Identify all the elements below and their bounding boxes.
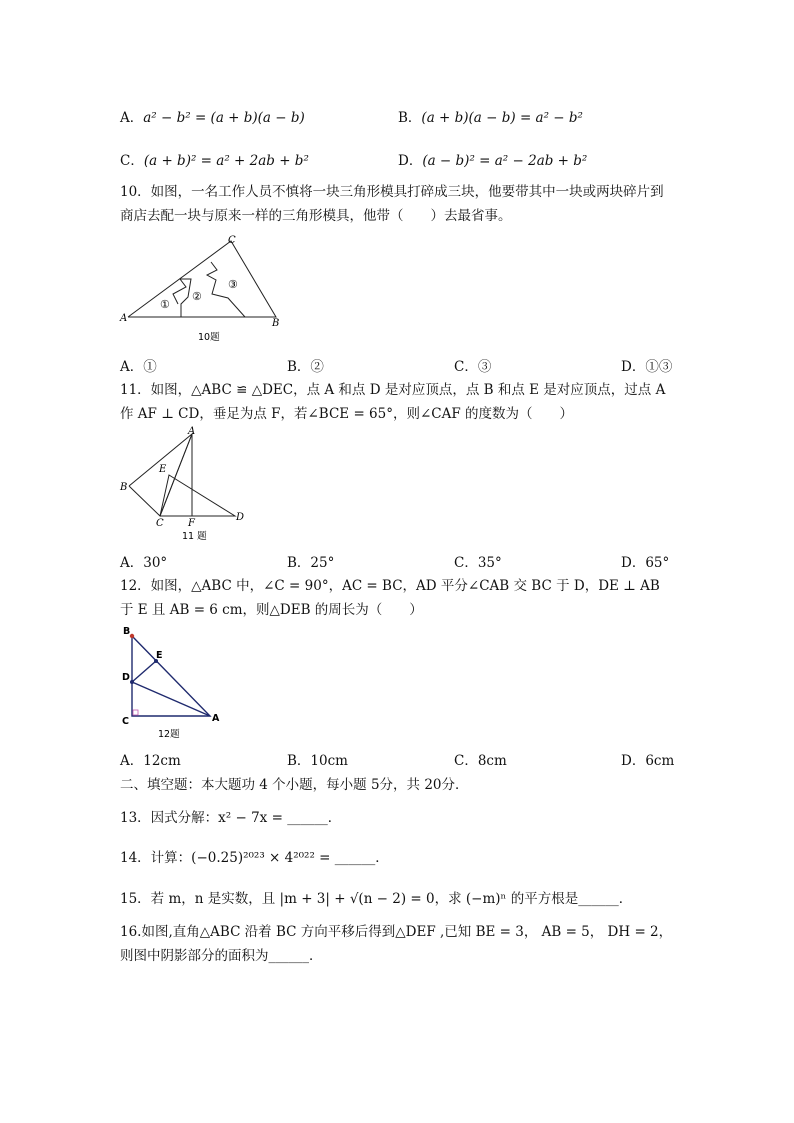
q9-option-a: A．a² − b² = (a + b)(a − b) <box>120 110 305 126</box>
q14: 14．计算：(−0.25)²⁰²³ × 4²⁰²² = ______． <box>120 850 389 866</box>
q13: 13．因式分解：x² − 7x = ______． <box>120 810 342 826</box>
q10-figure <box>118 232 288 347</box>
q11-label-a: A <box>188 426 196 437</box>
q12-triangle <box>132 636 210 716</box>
q12-point-d <box>130 680 134 684</box>
q16-line-1: 16.如图,直角△ABC 沿着 BC 方向平移后得到△DEF ,已知 BE = 3， AB = 5， DH = 2， <box>120 924 673 940</box>
q11-label-b: B <box>120 482 128 493</box>
q10-line-1: 10．如图，一名工作人员不慎将一块三角形模具打碎成三块，他要带其中一块或两块碎片到 <box>120 184 664 200</box>
q10-crack-2 <box>207 262 245 317</box>
q10-caption: 10题 <box>198 332 220 343</box>
q12-option-a: A．12cm <box>120 753 181 769</box>
q16-stem <box>120 920 680 968</box>
q10-label-c: C <box>228 235 236 246</box>
q11-stem <box>120 378 680 426</box>
q11-triangle-dec <box>160 475 235 516</box>
q10-triangle <box>128 241 276 317</box>
q9-option-b: B．(a + b)(a − b) = a² − b² <box>398 110 583 126</box>
q10-label-b: B <box>272 318 280 329</box>
q10-option-d: D．①③ <box>621 359 673 375</box>
q12-option-d: D．6cm <box>621 753 675 769</box>
q12-label-c: C <box>122 716 129 727</box>
q12-right-angle-mark <box>133 710 138 715</box>
q10-piece-1: ① <box>160 298 170 311</box>
q12-line-2: 于 E 且 AB = 6 cm，则△DEB 的周长为（ ） <box>120 602 423 618</box>
q16-line-2: 则图中阴影部分的面积为______． <box>120 948 323 964</box>
q12-perpendicular-de <box>132 661 156 682</box>
q15: 15．若 m，n 是实数，且 |m + 3| + √(n − 2) = 0，求 (−m)ⁿ 的平方根是______． <box>120 891 633 907</box>
q12-figure <box>118 622 228 744</box>
q11-label-d: D <box>236 512 245 523</box>
q9-option-c: C．(a + b)² = a² + 2ab + b² <box>120 153 309 169</box>
q10-piece-2: ② <box>192 290 202 303</box>
q12-label-a: A <box>212 713 220 724</box>
q11-option-b: B．25° <box>287 555 335 571</box>
q9-option-d: D．(a − b)² = a² − 2ab + b² <box>398 153 588 169</box>
q11-figure <box>118 428 258 546</box>
q10-crack-1 <box>173 279 191 317</box>
q12-label-b: B <box>123 626 131 637</box>
q11-label-f: F <box>188 518 195 529</box>
q11-label-e: E <box>159 464 167 475</box>
q11-option-d: D．65° <box>621 555 670 571</box>
q12-label-e: E <box>156 650 163 661</box>
q12-option-c: C．8cm <box>454 753 507 769</box>
q11-line-1: 11．如图，△ABC ≌ △DEC，点 A 和点 D 是对应顶点，点 B 和点 E 是对应顶点，过点 A <box>120 382 666 398</box>
q11-caption: 11 题 <box>182 531 207 542</box>
q11-triangle-abc <box>129 434 192 516</box>
q10-line-2: 商店去配一块与原来一样的三角形模具，他带（ ）去最省事。 <box>120 208 512 224</box>
q12-label-d: D <box>122 672 130 683</box>
q12-line-1: 12．如图，△ABC 中，∠C = 90°，AC = BC，AD 平分∠CAB 交 BC 于 D，DE ⊥ AB <box>120 578 660 594</box>
q11-label-c: C <box>156 518 164 529</box>
q10-option-a: A．① <box>120 359 157 375</box>
q10-option-c: C．③ <box>454 359 492 375</box>
q10-option-b: B．② <box>287 359 324 375</box>
q11-segment-ca <box>160 434 192 516</box>
q12-point-b <box>130 634 134 638</box>
q12-option-b: B．10cm <box>287 753 348 769</box>
q11-line-2: 作 AF ⊥ CD，垂足为点 F，若∠BCE = 65°，则∠CAF 的度数为（ ） <box>120 406 574 422</box>
q12-stem <box>120 574 680 622</box>
q11-option-a: A．30° <box>120 555 168 571</box>
q10-label-a: A <box>120 313 128 324</box>
q12-bisector-ad <box>132 682 210 716</box>
q12-caption: 12题 <box>158 729 180 740</box>
q10-stem <box>120 180 680 228</box>
q11-option-c: C．35° <box>454 555 502 571</box>
section-2-heading: 二、填空题：本大题功 4 个小题，每小题 5分，共 20分． <box>120 777 469 793</box>
q10-piece-3: ③ <box>228 278 238 291</box>
